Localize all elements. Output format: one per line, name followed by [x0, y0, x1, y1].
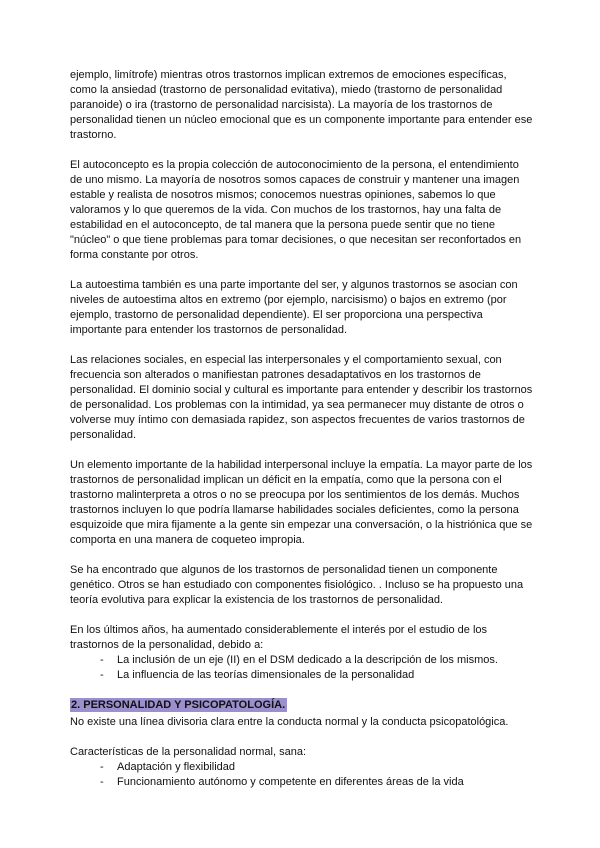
list-item [70, 775, 534, 790]
paragraph-social-relations: Las relaciones sociales, en especial las interpersonales y el comportamiento sexual, con frecuencia son alterados o manifiestan patrones desadaptativos en los trastornos de personalidad. El dominio social y cultural es importante para entender y describir los trastornos de personalidad. Los problemas con la intimidad, ya sea permanecer muy distante de otros o volverse muy íntimo con demasiada rapidez, son aspectos frecuentes de varios trastornos de personalidad. [70, 354, 533, 441]
list-item [70, 668, 534, 683]
bullet-dash: - [100, 669, 104, 681]
paragraph-normal-traits-intro: Características de la personalidad normal, sana: [70, 746, 307, 758]
paragraph-self-esteem: La autoestima también es una parte importante del ser, y algunos trastornos se asocian con niveles de autoestima altos en extremo (por ejemplo, narcisismo) o bajos en extremo (por ejemplo, trastorno de personalidad dependiente). El ser proporciona una perspectiva importante para entender los trastornos de personalidad. [70, 279, 518, 336]
paragraph-emotional-core: ejemplo, limítrofe) mientras otros trastornos implican extremos de emociones específicas, como la ansiedad (trastorno de personalidad evitativa), miedo (trastorno de personalidad paranoide) o ira (trastorno de personalidad narcisista). La mayoría de los trastornos de personalidad tienen un núcleo emocional que es un componente importante para entender ese trastorno. [70, 69, 533, 141]
list-item-text: Funcionamiento autónomo y competente en diferentes áreas de la vida [117, 776, 464, 788]
paragraph-recent-interest-intro: En los últimos años, ha aumentado considerablemente el interés por el estudio de los trastornos de la personalidad, debido a: [70, 624, 488, 651]
paragraph-no-dividing-line: No existe una línea divisoria clara entre la conducta normal y la conducta psicopatológica. [70, 716, 509, 728]
paragraph-empathy: Un elemento importante de la habilidad interpersonal incluye la empatía. La mayor parte de los trastornos de personalidad implican un déficit en la empatía, como que la persona con el trastorno malinterpreta a otros o no se preocupa por los sentimientos de los demás. Muchos trastornos incluyen lo que podría llamarse habilidades sociales deficientes, como la persona esquizoide que mira fijamente a la gente sin empezar una conversación, o la histriónica que se comporta en una manera de coqueteo impropia. [70, 459, 533, 546]
section-heading [70, 698, 534, 713]
bullet-dash: - [100, 761, 104, 773]
paragraph-genetic-component: Se ha encontrado que algunos de los trastornos de personalidad tienen un componente genético. Otros se han estudiado con componentes fisiológico. . Incluso se ha propuesto una teoría evolutiva para explicar la existencia de los trastornos de personalidad. [70, 564, 524, 606]
paragraph-self-concept: El autoconcepto es la propia colección de autoconocimiento de la persona, el entendimiento de uno mismo. La mayoría de nosotros somos capaces de construir y mantener una imagen estable y realista de nosotros mismos; conocemos nuestras opiniones, sabemos lo que valoramos y lo que queremos de la vida. Con muchos de los trastornos, hay una falta de estabilidad en el autoconcepto, de tal manera que la persona puede sentir que no tiene "núcleo" o que tiene problemas para tomar decisiones, o que necesitan ser reconfortados en forma constante por otros. [70, 159, 522, 261]
list-item-text: La influencia de las teorías dimensionales de la personalidad [117, 669, 415, 681]
section-heading-highlight: 2. PERSONALIDAD Y PSICOPATOLOGÍA. [71, 699, 286, 711]
normal-traits-list [70, 760, 534, 790]
list-item [70, 760, 534, 775]
recent-interest-list [70, 653, 534, 683]
list-item-text: Adaptación y flexibilidad [117, 761, 236, 773]
list-item-text: La inclusión de un eje (II) en el DSM dedicado a la descripción de los mismos. [117, 654, 498, 666]
bullet-dash: - [100, 776, 104, 788]
list-item [70, 653, 534, 668]
bullet-dash: - [100, 654, 104, 666]
